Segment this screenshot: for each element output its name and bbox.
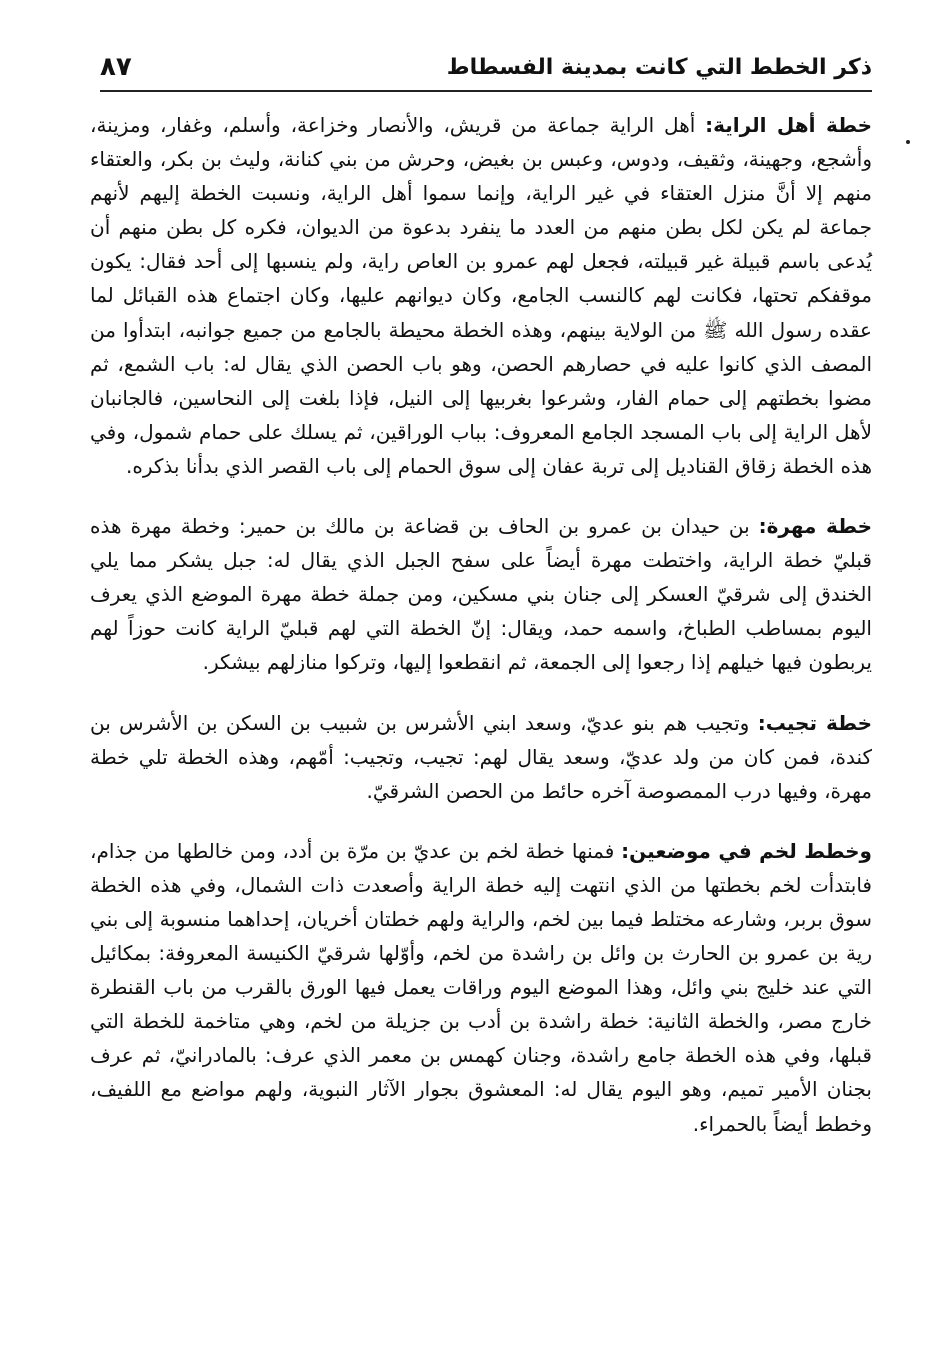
paragraph-khittat-tujib [90,706,872,808]
paragraph-heading: خطة مهرة: [758,514,872,539]
paragraph-text: وتجيب هم بنو عديّ، وسعد ابني الأشرس بن شبيب بن السكن بن الأشرس بن كندة، فمن كان من ولد عديّ، وسعد يقال لهم: تجيب، وتجيب: أمّهم، وهذه الخطة تلي خطة مهرة، وفيها درب الممصوصة آخره حائط من الحصن الشرقيّ. [90,710,872,803]
paragraph-text: بن حيدان بن عمرو بن الحاف بن قضاعة بن مالك بن حمير: وخطة مهرة هذه قبليّ خطة الراية، واختطت مهرة أيضاً على سفح الجبل الذي يقال له: جبل يشكر مما يلي الخندق إلى شرقيّ العسكر إلى جنان بني مسكين، ومن جملة خطة مهرة الموضع الذي يعرف اليوم بمساطب الطباخ، واسمه حمد، ويقال: إنّ الخطة التي لهم قبليّ الراية كانت حوزاً لهم يربطون فيها خيلهم إذا رجعوا إلى الجمعة، ثم انقطعوا إليها، وتركوا منازلهم بيشكر. [90,514,872,675]
paragraph-khittat-ahl-al-raya [90,108,872,483]
body-text [90,108,872,1336]
paragraph-khittat-mahra [90,509,872,679]
paragraph-heading: خطة أهل الراية: [705,113,872,137]
paragraph-heading: وخطط لخم في موضعين: [621,838,872,863]
running-title: ذكر الخطط التي كانت بمدينة الفسطاط [446,54,872,80]
paragraph-heading: خطة تجيب: [757,710,872,735]
running-head [100,44,872,92]
paragraph-khitat-lakhm [90,834,872,1141]
paragraph-text: أهل الراية جماعة من قريش، والأنصار وخزاعة، وأسلم، وغفار، ومزينة، وأشجع، وجهينة، وثقيف، ودوس، وعبس بن بغيض، وحرش من بني كنانة، وليث بن بكر، والعتقاء منهم إلا أنَّ منزل العتقاء في غير الراية، وإنما سموا أهل الراية، ونسبت الخطة إليهم لأنهم جماعة لم يكن لكل بطن منهم من العدد ما ينفرد بدعوة من الديوان، فكره كل بطن منهم أن يُدعى باسم قبيلة غير قبيلته، فجعل لهم عمرو بن العاص راية، ولم ينسبها إلى أحد فقال: يكون موقفكم تحتها، فكانت لهم كالنسب الجامع، وكان ديوانهم عليها، وكان اجتماع هذه القبائل لما عقده رسول الله ﷺ من الولاية بينهم، وهذه الخطة محيطة بالجامع من جميع جوانبه، ابتدأوا من المصف الذي كانوا عليه في حصارهم الحصن، وهو باب الحصن الذي يقال له: باب الشمع، ثم مضوا بخطتهم إلى حمام الفار، وشرعوا بغربيها إلى النيل، فإذا بلغت إلى النحاسين، فالجانبان لأهل الراية إلى باب المسجد الجامع المعروف: بباب الوراقين، ثم يسلك على حمام شمول، وفي هذه الخطة زقاق القناديل إلى تربة عفان إلى سوق الحمام إلى باب القصر الذي بدأنا بذكره. [90,113,872,478]
margin-dot [906,140,910,144]
paragraph-text: فمنها خطة لخم بن عديّ بن مرّة بن أدد، ومن خالطها من جذام، فابتدأت لخم بخطتها من الذي انتهت إليه خطة الراية وأصعدت ذات الشمال، وفي هذه الخطة سوق بربر، وشارعه مختلط فيما بين لخم، والراية ولهم خطتان أخريان، إحداهما منسوبة إلى بني رية بن عمرو بن الحارث بن وائل بن راشدة من لخم، وأوّلها شرقيّ الكنيسة المعروفة: بمكائيل التي عند خليج بني وائل، وهذا الموضع اليوم وراقات يعمل فيها الورق بالقرب من باب القنطرة خارج مصر، والخطة الثانية: خطة راشدة بن أدب بن جزيلة من لخم، وهي متاخمة للخطة التي قبلها، وفي هذه الخطة جامع راشدة، وجنان كهمس بن معمر الذي عرف: بالمادرانيّ، ثم عرف بجنان الأمير تميم، وهو اليوم يقال له: المعشوق بجوار الآثار النبوية، ولهم مواضع مع اللفيف، وخطط أيضاً بالحمراء. [90,838,872,1136]
page-number: ٨٧ [100,52,132,82]
